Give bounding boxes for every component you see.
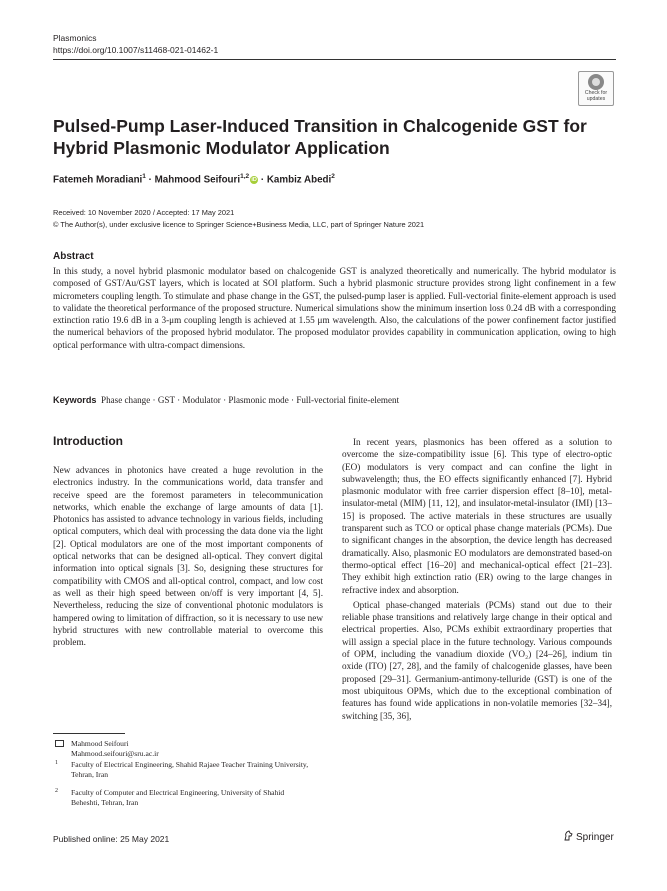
author-affiliation-ref: 1 bbox=[142, 173, 146, 180]
corresponding-author-name: Mahmood Seifouri bbox=[71, 739, 129, 748]
crossmark-label-2: updates bbox=[586, 96, 606, 102]
doi-link[interactable]: https://doi.org/10.1007/s11468-021-01462-1 bbox=[53, 45, 219, 55]
affiliation-number: 2 bbox=[55, 788, 58, 794]
crossmark-label-1: Check for bbox=[584, 90, 608, 96]
left-column bbox=[53, 464, 323, 648]
abstract-text: In this study, a novel hybrid plasmonic modulator based on chalcogenide GST is analyzed theoretically and numerically. The hybrid modulator is composed of GST/Au/GST layers, which is located at SOI platform. Such a hybrid plasmonic structure provides strong light confinement in a few micrometers coupling length. To stimulate and phase change in the GST, the pulsed-pump laser is applied. Full-vectorial finite-element approach is used to validate the theoretical performance of the proposed structure. Numerical simulations show the minimum insertion loss 0.24 dB with a corresponding extinction ratio 19.6 dB in a 3-μm coupling length is achieved at 1.55 μm wavelength. Also, the calculations of the power confinement factor justified the numerical behaviors of the proposed hybrid modulator. The proposed modulator provides capability in communication application, owing to high optical performance with ultra-compact dimensions. bbox=[53, 266, 616, 350]
received-dates: Received: 10 November 2020 / Accepted: 17 May 2021 bbox=[53, 208, 235, 217]
author-affiliation-ref: 1,2 bbox=[240, 173, 250, 180]
affiliation-1: Faculty of Electrical Engineering, Shahid Rajaee Teacher Training University, Tehran, Iran bbox=[71, 760, 309, 779]
crossmark-icon bbox=[588, 74, 604, 90]
published-date: Published online: 25 May 2021 bbox=[53, 834, 170, 844]
author-name[interactable]: Kambiz Abedi bbox=[266, 174, 332, 186]
publisher-name: Springer bbox=[576, 832, 614, 843]
springer-horse-icon bbox=[563, 830, 573, 841]
author-name[interactable]: Mahmood Seifouri bbox=[154, 174, 241, 186]
affiliation-2: Faculty of Computer and Electrical Engineering, University of Shahid Beheshti, Tehran, Iran bbox=[71, 788, 285, 807]
keywords-label: Keywords bbox=[53, 395, 97, 405]
paragraph: In recent years, plasmonics has been offered as a solution to overcome the size-compatibility issue [6]. This type of electro-optic (EO) modulators is very compact and can confine the light in subwavelength; thus, the EO effects significantly enhanced [7]. Hybrid plasmonic modulator with free carrier dispersion effect [8–10], metal-insulator-metal (MIM) [11, 12], and insulator-metal-insulator (IMI) [13–15] is proposed. The active materials in these structures are usually transparent such as TCO or optical phase change materials (PCMs). Due to significant changes in the absorption, the device length has decreased dramatically. Also, plasmonic EO modulators are demonstrated based-on thermo-optical effect [16–20] and mechanical-optical effect [21–23]. They exhibit high extinction ratio (ER) owing to the large changes in refractive index and absorption. bbox=[342, 437, 612, 595]
paragraph: Optical phase-changed materials (PCMs) stand out due to their reliable phase transitions and relatively large change in their optical and electrical properties. Also, PCMs exhibit extraordinary properties that will assign a special place in the future technology. Various compounds of OPM, including the vanadium dioxide (VO₂) [24–26], indium tin oxide (ITO) [27, 28], and the family of chalcogenide glasses, have been proposed [29–31]. Germanium-antimony-telluride (GST) is one of the most ubiquitous OPMs, which due to the exceptional combination of features has found wide applications in non-volatile memories [32–34], switching [35, 36], bbox=[342, 599, 612, 721]
article-title: Pulsed-Pump Laser-Induced Transition in Chalcogenide GST for Hybrid Plasmonic Modulator Application bbox=[53, 116, 587, 158]
keywords bbox=[53, 395, 399, 405]
abstract-heading: Abstract bbox=[53, 251, 94, 262]
author-separator: · bbox=[145, 174, 155, 186]
check-for-updates-badge[interactable] bbox=[578, 71, 614, 106]
journal-name: Plasmonics bbox=[53, 33, 97, 43]
keywords-list: Phase change · GST · Modulator · Plasmonic mode · Full-vectorial finite-element bbox=[101, 395, 400, 405]
corresponding-author-email[interactable]: Mahmood.seifouri@sru.ac.ir bbox=[71, 749, 159, 758]
introduction-heading: Introduction bbox=[53, 434, 123, 448]
affiliation-number: 1 bbox=[55, 760, 58, 766]
author-separator: · bbox=[258, 174, 267, 186]
right-column bbox=[342, 436, 612, 725]
footnote-divider bbox=[53, 733, 125, 734]
envelope-icon bbox=[55, 740, 64, 747]
author-name[interactable]: Fatemeh Moradiani bbox=[53, 174, 143, 186]
author-list bbox=[53, 173, 335, 185]
paragraph: New advances in photonics have created a huge revolution in the electronics industry. In the communications world, data transfer and receive speed are the foremost parameters in telecommunication networks, which enable the exchange of large amounts of data [1]. Photonics has assisted to advance technology in various fields, including optical computers, which deal with processing the data done via the light [2]. Optical modulators are one of the most important components of optical networks that can be designed all-optical. They convert digital information into optical signals [3]. So, designing these structures for compatibility with CMOS and all-optical control, compact, and low cost as well as their high speed between on/off is very important [4, 5]. Nevertheless, reducing the size of conventional photonic modulators is hampered owing to limitation of diffraction, so it is necessary to use new hybrid structures with new controllable material to overcome this problem. bbox=[53, 465, 323, 648]
copyright-notice: © The Author(s), under exclusive licence to Springer Science+Business Media, LLC, part of Springer Nature 2021 bbox=[53, 220, 425, 229]
author-affiliation-ref: 2 bbox=[331, 173, 335, 180]
orcid-icon[interactable]: iD bbox=[251, 177, 257, 184]
publisher-logo bbox=[563, 830, 614, 843]
header-divider bbox=[53, 59, 616, 60]
